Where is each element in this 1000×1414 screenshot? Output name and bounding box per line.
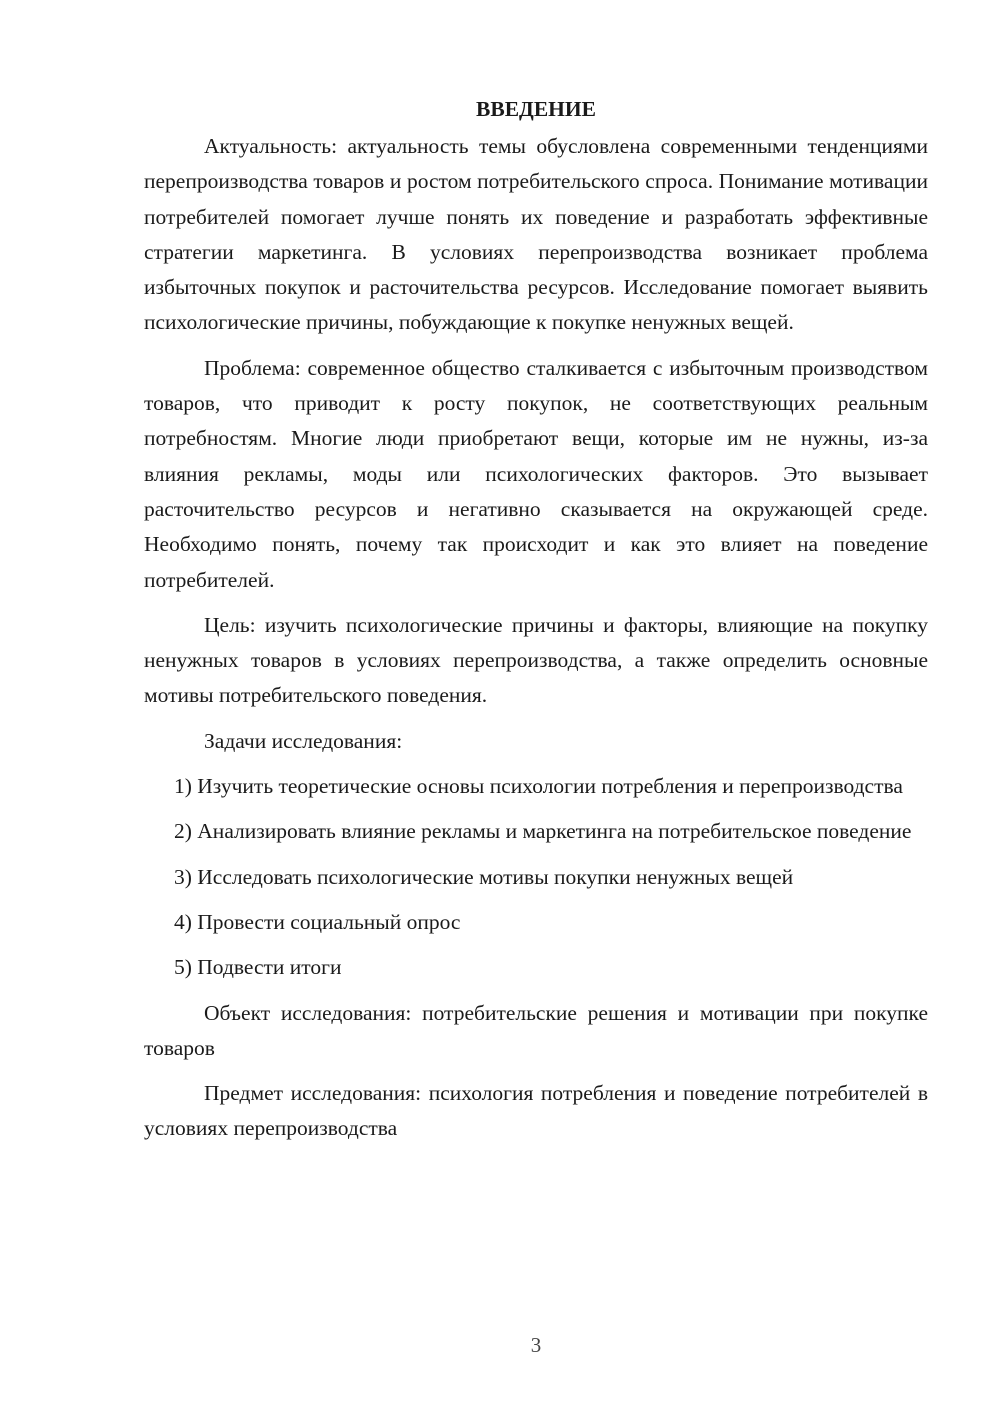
task-item-1: 1) Изучить теоретические основы психологии потребления и перепроизводства <box>174 774 903 799</box>
goal-paragraph: Цель: изучить психологические причины и факторы, влияющие на покупку ненужных товаров в условиях перепроизводства, а также определить основные мотивы потребительского поведения. <box>144 612 928 708</box>
task-item-2: 2) Анализировать влияние рекламы и маркетинга на потребительское поведение <box>174 819 912 844</box>
object-paragraph: Объект исследования: потребительские решения и мотивации при покупке товаров <box>144 1000 928 1060</box>
task-item-3: 3) Исследовать психологические мотивы покупки ненужных вещей <box>174 864 794 889</box>
tasks-heading: Задачи исследования: <box>204 728 403 753</box>
relevance-paragraph: Актуальность: актуальность темы обусловлена современными тенденциями перепроизводства товаров и ростом потребительского спроса. Понимание мотивации потребителей помогает лучше понять их поведение и разработать эффективные стратегии маркетинга. В условиях перепроизводства возникает проблема избыточных покупок и расточительства ресурсов. Исследование помогает выявить психологические причины, побуждающие к покупке ненужных вещей. <box>144 134 928 335</box>
page-number: 3 <box>530 1333 542 1357</box>
task-item-5: 5) Подвести итоги <box>174 955 342 980</box>
document-page <box>144 92 928 1157</box>
problem-paragraph: Проблема: современное общество сталкивается с избыточным производством товаров, что приводит к росту покупок, не соответствующих реальным потребностям. Многие люди приобретают вещи, которые им не нужны, из-за влияния рекламы, моды или психологических факторов. Это вызывает расточительство ресурсов и негативно сказывается на окружающей среде. Необходимо понять, почему так происходит и как это влияет на поведение потребителей. <box>144 355 928 592</box>
section-title: ВВЕДЕНИЕ <box>476 97 596 121</box>
subject-paragraph: Предмет исследования: психология потребления и поведение потребителей в условиях перепроизводства <box>144 1081 928 1141</box>
task-item-4: 4) Провести социальный опрос <box>174 909 461 934</box>
